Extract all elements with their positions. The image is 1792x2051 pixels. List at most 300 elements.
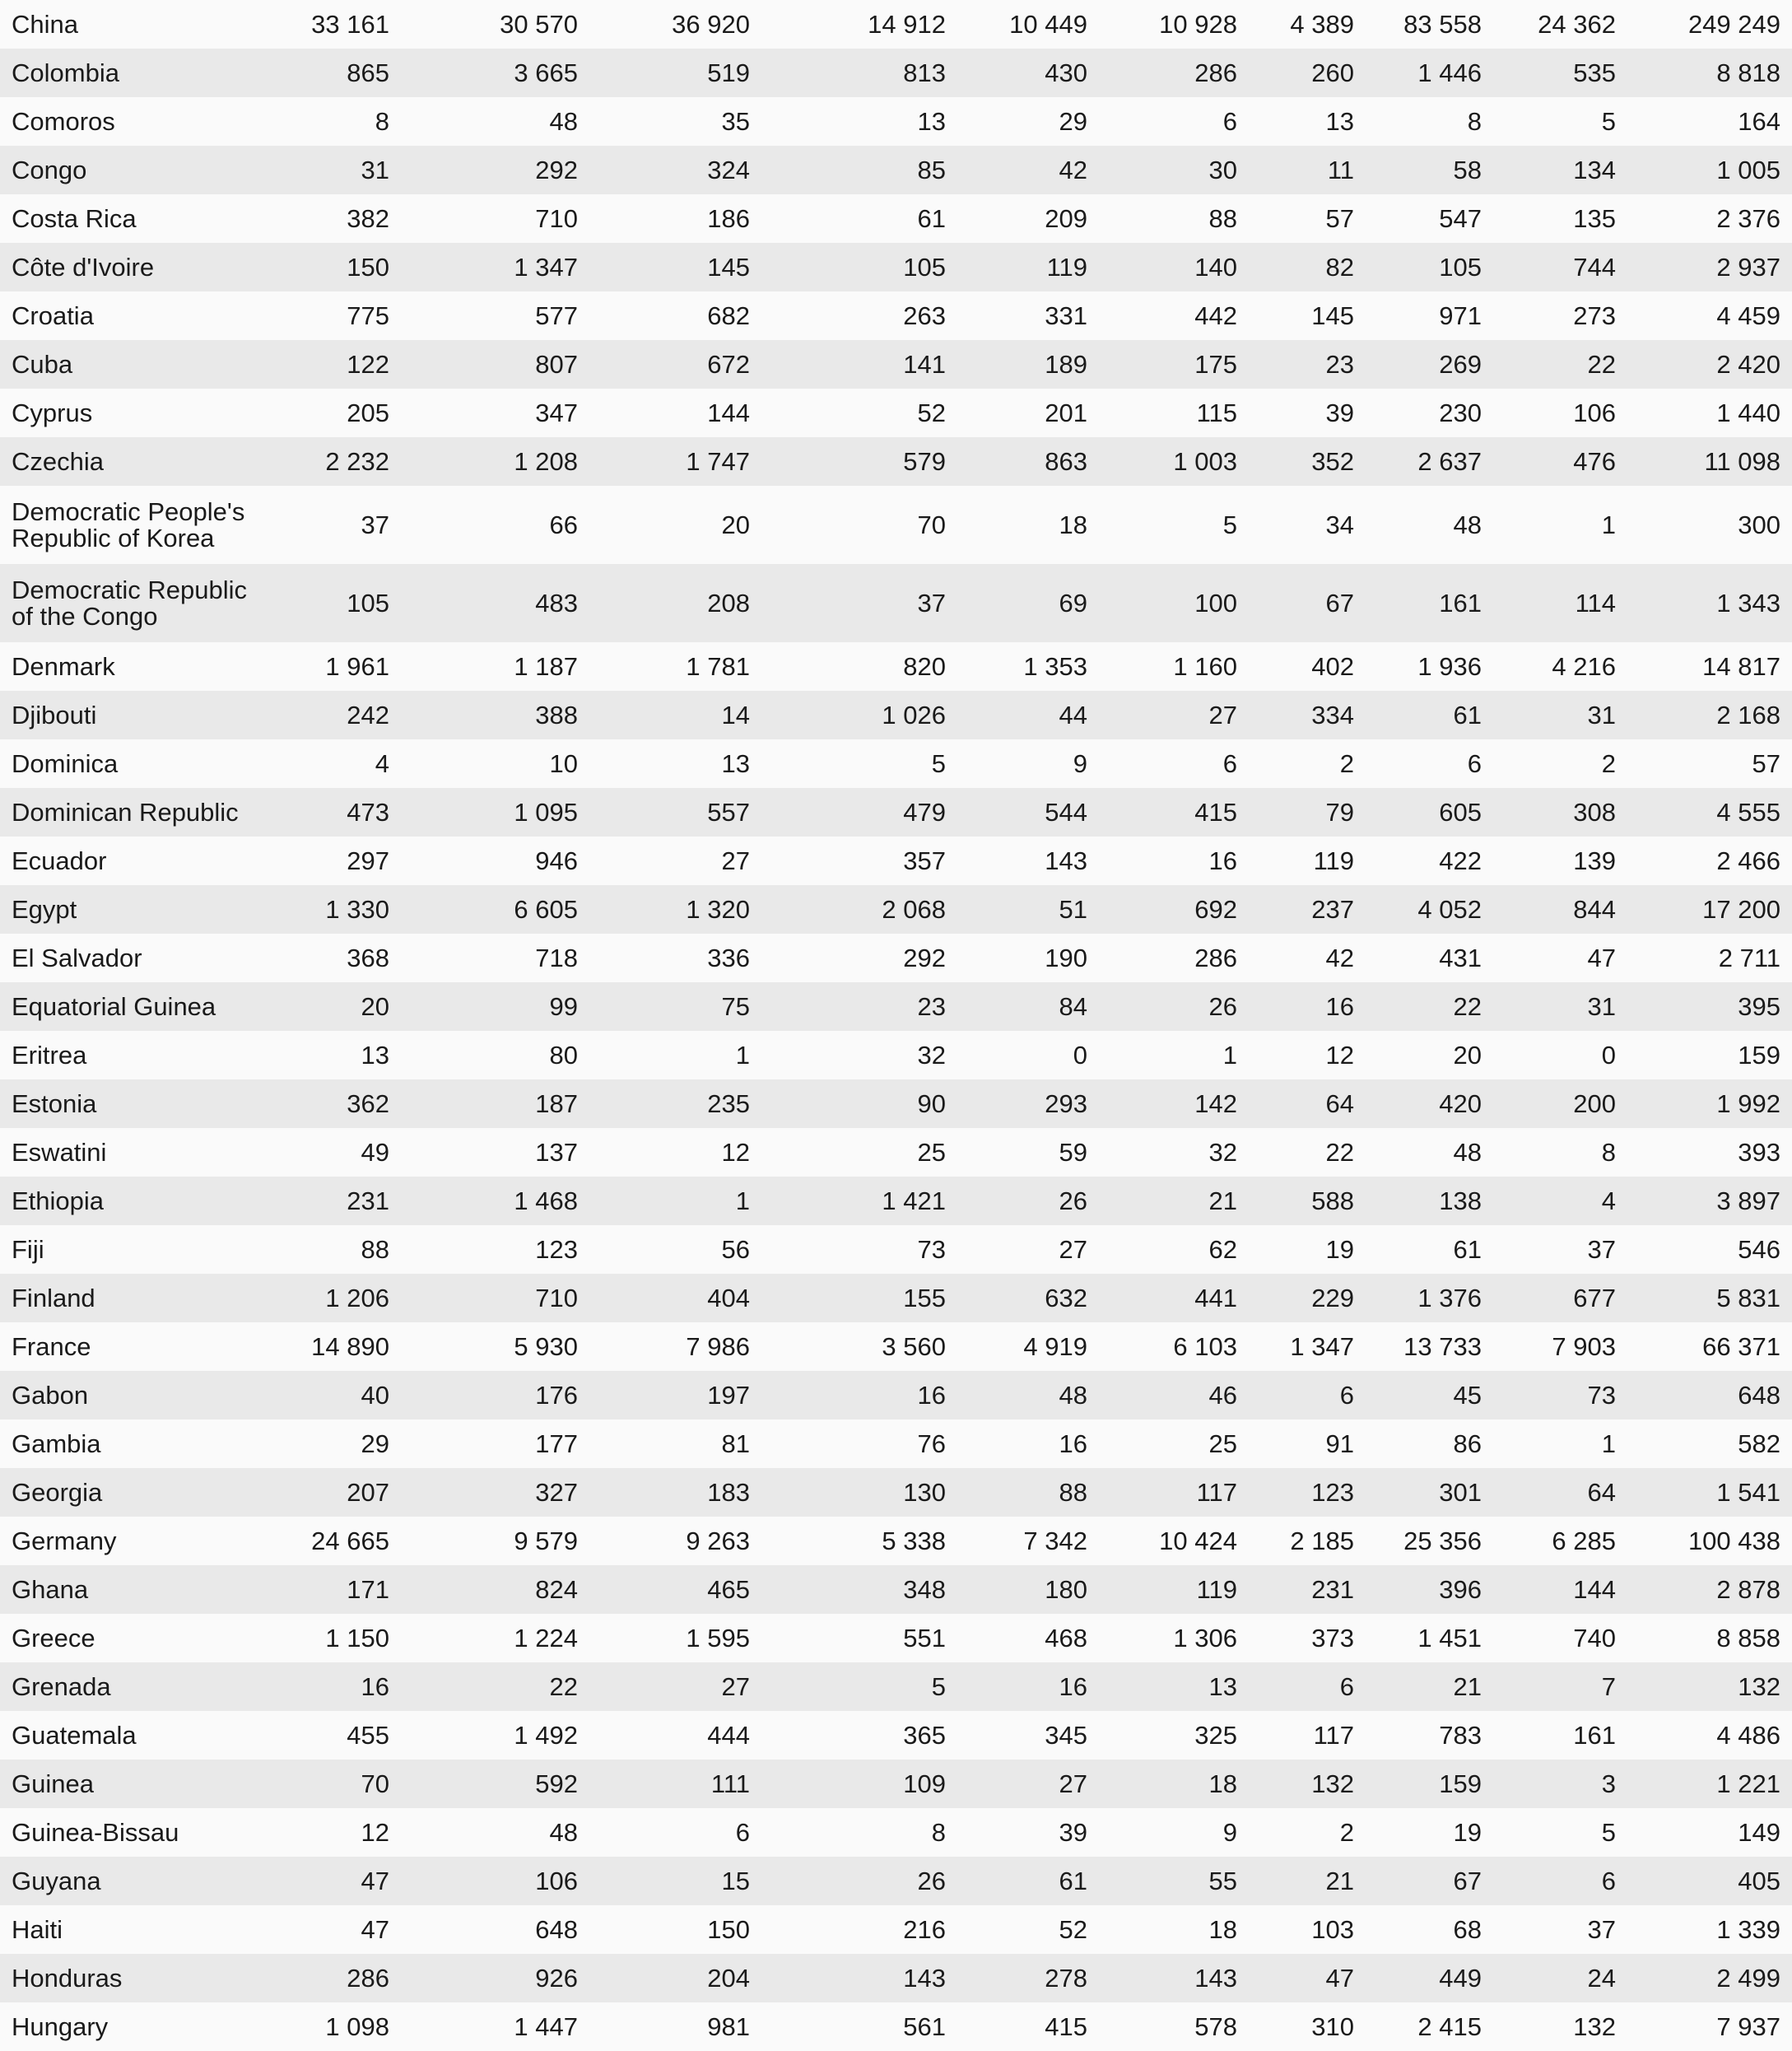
value-cell-col-1: 105 [347, 588, 389, 618]
value-cell-col-4: 5 338 [882, 1526, 946, 1555]
value-cell-col-3: 186 [707, 203, 750, 233]
value-cell-col-6: 18 [1208, 1914, 1237, 1944]
value-cell-col-3: 15 [721, 1866, 750, 1895]
value-cell-col-4: 357 [903, 846, 946, 875]
value-cell-col-3: 235 [707, 1088, 750, 1118]
value-cell-col-2: 137 [535, 1137, 578, 1167]
value-cell-col-1: 150 [347, 252, 389, 282]
value-cell-col-1: 1 330 [325, 894, 389, 924]
value-cell-col-4: 3 560 [882, 1331, 946, 1361]
value-cell-col-5: 278 [1045, 1963, 1087, 1993]
value-cell-col-7: 229 [1311, 1283, 1354, 1312]
value-cell-col-2: 22 [549, 1671, 578, 1701]
value-cell-col-6: 140 [1194, 252, 1237, 282]
country-name-cell: Gambia [12, 1429, 101, 1458]
value-cell-col-3: 208 [707, 588, 750, 618]
value-cell-col-2: 123 [535, 1234, 578, 1264]
value-cell-col-2: 1 347 [514, 252, 578, 282]
value-cell-col-3: 7 986 [686, 1331, 750, 1361]
value-cell-col-7: 1 347 [1290, 1331, 1354, 1361]
value-cell-col-8: 420 [1439, 1088, 1482, 1118]
value-cell-col-7: 145 [1311, 301, 1354, 330]
value-cell-col-2: 9 579 [514, 1526, 578, 1555]
value-cell-col-1: 775 [347, 301, 389, 330]
value-cell-col-5: 201 [1045, 398, 1087, 427]
value-cell-col-7: 103 [1311, 1914, 1354, 1944]
value-cell-col-2: 99 [549, 991, 578, 1021]
value-cell-col-3: 672 [707, 349, 750, 379]
value-cell-col-5: 345 [1045, 1720, 1087, 1750]
table-row [0, 1468, 1792, 1517]
value-cell-col-9: 308 [1573, 797, 1616, 827]
country-name-cell: Guinea [12, 1769, 94, 1798]
value-cell-col-2: 718 [535, 943, 578, 972]
country-name-cell: Greece [12, 1623, 95, 1652]
value-cell-col-10: 2 466 [1716, 846, 1780, 875]
value-cell-col-9: 6 285 [1552, 1526, 1616, 1555]
value-cell-col-5: 16 [1059, 1429, 1087, 1458]
value-cell-col-1: 473 [347, 797, 389, 827]
value-cell-col-8: 20 [1453, 1040, 1482, 1070]
value-cell-col-4: 5 [931, 1671, 946, 1701]
value-cell-col-5: 1 353 [1023, 651, 1087, 681]
value-cell-col-5: 18 [1059, 510, 1087, 539]
value-cell-col-7: 123 [1311, 1477, 1354, 1507]
value-cell-col-1: 14 890 [311, 1331, 389, 1361]
value-cell-col-2: 1 095 [514, 797, 578, 827]
value-cell-col-1: 33 161 [311, 9, 389, 39]
value-cell-col-9: 2 [1601, 748, 1616, 778]
value-cell-col-10: 300 [1738, 510, 1780, 539]
value-cell-col-1: 29 [361, 1429, 389, 1458]
value-cell-col-10: 249 249 [1687, 9, 1780, 39]
value-cell-col-9: 4 216 [1552, 651, 1616, 681]
value-cell-col-4: 23 [917, 991, 946, 1021]
value-cell-col-8: 1 451 [1417, 1623, 1482, 1652]
value-cell-col-6: 9 [1222, 1817, 1237, 1847]
value-cell-col-3: 9 263 [686, 1526, 750, 1555]
value-cell-col-6: 175 [1194, 349, 1237, 379]
value-cell-col-7: 260 [1311, 58, 1354, 87]
value-cell-col-10: 5 831 [1716, 1283, 1780, 1312]
value-cell-col-5: 42 [1059, 155, 1087, 184]
value-cell-col-1: 205 [347, 398, 389, 427]
value-cell-col-8: 159 [1439, 1769, 1482, 1798]
value-cell-col-3: 27 [721, 846, 750, 875]
value-cell-col-9: 37 [1587, 1914, 1616, 1944]
value-cell-col-10: 1 440 [1716, 398, 1780, 427]
value-cell-col-7: 373 [1311, 1623, 1354, 1652]
value-cell-col-9: 135 [1573, 203, 1616, 233]
table-row [0, 1760, 1792, 1808]
country-name-cell: Estonia [12, 1088, 97, 1118]
value-cell-col-4: 52 [917, 398, 946, 427]
value-cell-col-7: 132 [1311, 1769, 1354, 1798]
value-cell-col-8: 547 [1439, 203, 1482, 233]
country-name-cell: Ghana [12, 1574, 89, 1604]
value-cell-col-7: 119 [1313, 846, 1354, 875]
value-cell-col-4: 85 [917, 155, 946, 184]
value-cell-col-10: 546 [1738, 1234, 1780, 1264]
value-cell-col-1: 865 [347, 58, 389, 87]
value-cell-col-3: 1 320 [686, 894, 750, 924]
value-cell-col-7: 334 [1311, 700, 1354, 730]
value-cell-col-10: 648 [1738, 1380, 1780, 1410]
value-cell-col-1: 31 [361, 155, 389, 184]
value-cell-col-9: 0 [1601, 1040, 1616, 1070]
value-cell-col-1: 8 [375, 106, 389, 136]
value-cell-col-4: 2 068 [882, 894, 946, 924]
value-cell-col-8: 605 [1439, 797, 1482, 827]
value-cell-col-1: 297 [347, 846, 389, 875]
country-name-cell: Eritrea [12, 1040, 87, 1070]
value-cell-col-4: 26 [917, 1866, 946, 1895]
value-cell-col-1: 37 [361, 510, 389, 539]
value-cell-col-9: 47 [1587, 943, 1616, 972]
value-cell-col-10: 582 [1738, 1429, 1780, 1458]
table-row [0, 1322, 1792, 1371]
value-cell-col-3: 324 [707, 155, 750, 184]
value-cell-col-10: 1 992 [1716, 1088, 1780, 1118]
value-cell-col-10: 2 499 [1716, 1963, 1780, 1993]
value-cell-col-3: 1 781 [686, 651, 750, 681]
value-cell-col-8: 269 [1439, 349, 1482, 379]
value-cell-col-5: 415 [1045, 2011, 1087, 2041]
value-cell-col-4: 76 [917, 1429, 946, 1458]
value-cell-col-7: 47 [1325, 1963, 1354, 1993]
value-cell-col-1: 1 098 [325, 2011, 389, 2041]
value-cell-col-4: 216 [903, 1914, 946, 1944]
value-cell-col-7: 588 [1311, 1186, 1354, 1215]
value-cell-col-5: 52 [1059, 1914, 1087, 1944]
country-name-cell: Cyprus [12, 398, 93, 427]
table-row [0, 1565, 1792, 1614]
value-cell-col-10: 1 005 [1716, 155, 1780, 184]
value-cell-col-7: 79 [1325, 797, 1354, 827]
value-cell-col-2: 327 [535, 1477, 578, 1507]
country-name-cell: Dominican Republic [12, 797, 239, 827]
table-row [0, 1225, 1792, 1274]
value-cell-col-10: 66 371 [1702, 1331, 1780, 1361]
value-cell-col-10: 2 711 [1718, 943, 1780, 972]
value-cell-col-4: 155 [903, 1283, 946, 1312]
value-cell-col-5: 544 [1045, 797, 1087, 827]
value-cell-col-3: 1 [735, 1040, 750, 1070]
value-cell-col-5: 51 [1059, 894, 1087, 924]
country-name-cell: Fiji [12, 1234, 44, 1264]
value-cell-col-7: 2 [1339, 1817, 1354, 1847]
value-cell-col-2: 577 [535, 301, 578, 330]
country-name-cell: Gabon [12, 1380, 89, 1410]
value-cell-col-1: 49 [361, 1137, 389, 1167]
country-name-cell: Eswatini [12, 1137, 107, 1167]
value-cell-col-4: 263 [903, 301, 946, 330]
country-name-cell: Cuba [12, 349, 73, 379]
value-cell-col-9: 114 [1575, 588, 1616, 618]
value-cell-col-1: 455 [347, 1720, 389, 1750]
value-cell-col-3: 204 [707, 1963, 750, 1993]
value-cell-col-7: 16 [1325, 991, 1354, 1021]
value-cell-col-9: 1 [1601, 510, 1616, 539]
table-row [0, 1905, 1792, 1954]
table-row [0, 982, 1792, 1031]
value-cell-col-6: 1 306 [1173, 1623, 1237, 1652]
value-cell-col-1: 231 [347, 1186, 389, 1215]
value-cell-col-7: 64 [1325, 1088, 1354, 1118]
value-cell-col-5: 468 [1045, 1623, 1087, 1652]
value-cell-col-1: 20 [361, 991, 389, 1021]
country-name-cell: France [12, 1331, 91, 1361]
value-cell-col-3: 6 [735, 1817, 750, 1847]
value-cell-col-2: 710 [535, 1283, 578, 1312]
value-cell-col-6: 441 [1194, 1283, 1237, 1312]
table-row [0, 934, 1792, 982]
value-cell-col-7: 352 [1311, 446, 1354, 476]
value-cell-col-1: 47 [361, 1914, 389, 1944]
value-cell-col-9: 132 [1573, 2011, 1616, 2041]
value-cell-col-5: 190 [1045, 943, 1087, 972]
value-cell-col-6: 286 [1194, 943, 1237, 972]
value-cell-col-10: 17 200 [1702, 894, 1780, 924]
value-cell-col-4: 5 [931, 748, 946, 778]
value-cell-col-7: 237 [1311, 894, 1354, 924]
value-cell-col-5: 27 [1059, 1769, 1087, 1798]
country-name-cell: Côte d'Ivoire [12, 252, 155, 282]
value-cell-col-1: 2 232 [325, 446, 389, 476]
value-cell-col-4: 109 [903, 1769, 946, 1798]
value-cell-col-1: 12 [361, 1817, 389, 1847]
value-cell-col-9: 7 903 [1552, 1331, 1616, 1361]
country-name-cell: Grenada [12, 1671, 111, 1701]
value-cell-col-1: 88 [361, 1234, 389, 1264]
value-cell-col-1: 24 665 [311, 1526, 389, 1555]
value-cell-col-10: 7 937 [1716, 2011, 1780, 2041]
value-cell-col-9: 1 [1601, 1429, 1616, 1458]
value-cell-col-1: 122 [347, 349, 389, 379]
value-cell-col-10: 1 339 [1716, 1914, 1780, 1944]
value-cell-col-2: 1 492 [514, 1720, 578, 1750]
value-cell-col-9: 7 [1601, 1671, 1616, 1701]
value-cell-col-8: 61 [1453, 700, 1482, 730]
value-cell-col-3: 444 [707, 1720, 750, 1750]
table-row [0, 1177, 1792, 1225]
country-name-cell: Guinea-Bissau [12, 1817, 179, 1847]
value-cell-col-10: 159 [1738, 1040, 1780, 1070]
value-cell-col-7: 13 [1325, 106, 1354, 136]
value-cell-col-6: 18 [1208, 1769, 1237, 1798]
table-row [0, 885, 1792, 934]
country-name-cell: Guatemala [12, 1720, 137, 1750]
table-row [0, 97, 1792, 146]
table-row [0, 1954, 1792, 2002]
value-cell-col-2: 710 [535, 203, 578, 233]
table-row [0, 788, 1792, 837]
value-cell-col-5: 16 [1059, 1671, 1087, 1701]
value-cell-col-8: 67 [1453, 1866, 1482, 1895]
value-cell-col-9: 31 [1587, 700, 1616, 730]
value-cell-col-8: 45 [1453, 1380, 1482, 1410]
country-name-cell: Comoros [12, 106, 115, 136]
value-cell-col-5: 27 [1059, 1234, 1087, 1264]
value-cell-col-7: 6 [1339, 1380, 1354, 1410]
value-cell-col-8: 68 [1453, 1914, 1482, 1944]
country-name-cell: Colombia [12, 58, 119, 87]
value-cell-col-3: 13 [721, 748, 750, 778]
value-cell-col-3: 336 [707, 943, 750, 972]
value-cell-col-1: 368 [347, 943, 389, 972]
value-cell-col-3: 145 [707, 252, 750, 282]
value-cell-col-5: 69 [1059, 588, 1087, 618]
value-cell-col-5: 189 [1045, 349, 1087, 379]
value-cell-col-6: 1 160 [1173, 651, 1237, 681]
country-name-cell: Honduras [12, 1963, 123, 1993]
value-cell-col-7: 34 [1325, 510, 1354, 539]
value-cell-col-2: 1 208 [514, 446, 578, 476]
value-cell-col-5: 180 [1045, 1574, 1087, 1604]
value-cell-col-4: 1 026 [882, 700, 946, 730]
value-cell-col-10: 2 878 [1716, 1574, 1780, 1604]
value-cell-col-7: 4 389 [1290, 9, 1354, 39]
value-cell-col-6: 692 [1194, 894, 1237, 924]
value-cell-col-1: 242 [347, 700, 389, 730]
table-row [0, 291, 1792, 340]
value-cell-col-2: 946 [535, 846, 578, 875]
value-cell-col-1: 4 [375, 748, 389, 778]
country-name-cell: Democratic Republic of the Congo [12, 575, 247, 631]
value-cell-col-7: 11 [1327, 155, 1354, 184]
value-cell-col-4: 365 [903, 1720, 946, 1750]
value-cell-col-2: 30 570 [500, 9, 578, 39]
value-cell-col-6: 6 [1222, 106, 1237, 136]
value-cell-col-8: 21 [1453, 1671, 1482, 1701]
value-cell-col-2: 80 [549, 1040, 578, 1070]
value-cell-col-10: 14 817 [1702, 651, 1780, 681]
value-cell-col-4: 141 [903, 349, 946, 379]
value-cell-col-6: 115 [1196, 398, 1237, 427]
value-cell-col-6: 578 [1194, 2011, 1237, 2041]
value-cell-col-3: 183 [707, 1477, 750, 1507]
value-cell-col-6: 21 [1208, 1186, 1237, 1215]
value-cell-col-8: 422 [1439, 846, 1482, 875]
value-cell-col-5: 59 [1059, 1137, 1087, 1167]
table-row [0, 1274, 1792, 1322]
value-cell-col-3: 20 [721, 510, 750, 539]
value-cell-col-2: 66 [549, 510, 578, 539]
value-cell-col-9: 844 [1573, 894, 1616, 924]
value-cell-col-6: 88 [1208, 203, 1237, 233]
value-cell-col-6: 26 [1208, 991, 1237, 1021]
table-row [0, 1662, 1792, 1711]
value-cell-col-6: 6 103 [1173, 1331, 1237, 1361]
table-row [0, 49, 1792, 97]
table-row [0, 243, 1792, 291]
value-cell-col-3: 35 [721, 106, 750, 136]
value-cell-col-3: 1 [735, 1186, 750, 1215]
value-cell-col-8: 138 [1439, 1186, 1482, 1215]
value-cell-col-3: 682 [707, 301, 750, 330]
value-cell-col-7: 57 [1325, 203, 1354, 233]
value-cell-col-10: 4 555 [1716, 797, 1780, 827]
value-cell-col-3: 519 [707, 58, 750, 87]
value-cell-col-3: 1 747 [686, 446, 750, 476]
country-name-cell: Guyana [12, 1866, 101, 1895]
value-cell-col-10: 1 541 [1716, 1477, 1780, 1507]
value-cell-col-5: 39 [1059, 1817, 1087, 1847]
value-cell-col-3: 12 [721, 1137, 750, 1167]
value-cell-col-8: 58 [1453, 155, 1482, 184]
value-cell-col-4: 61 [917, 203, 946, 233]
value-cell-col-9: 144 [1573, 1574, 1616, 1604]
table-row [0, 1371, 1792, 1419]
value-cell-col-7: 19 [1325, 1234, 1354, 1264]
value-cell-col-6: 5 [1222, 510, 1237, 539]
value-cell-col-6: 10 424 [1159, 1526, 1237, 1555]
value-cell-col-3: 144 [707, 398, 750, 427]
value-cell-col-1: 171 [347, 1574, 389, 1604]
value-cell-col-9: 744 [1573, 252, 1616, 282]
value-cell-col-3: 111 [710, 1769, 750, 1798]
value-cell-col-9: 31 [1587, 991, 1616, 1021]
value-cell-col-8: 971 [1439, 301, 1482, 330]
value-cell-col-8: 396 [1439, 1574, 1482, 1604]
value-cell-col-10: 2 168 [1716, 700, 1780, 730]
value-cell-col-4: 37 [917, 588, 946, 618]
value-cell-col-5: 84 [1059, 991, 1087, 1021]
value-cell-col-2: 807 [535, 349, 578, 379]
table-row [0, 486, 1792, 564]
value-cell-col-9: 24 [1587, 1963, 1616, 1993]
value-cell-col-5: 10 449 [1009, 9, 1087, 39]
value-cell-col-4: 25 [917, 1137, 946, 1167]
value-cell-col-2: 48 [549, 1817, 578, 1847]
value-cell-col-8: 431 [1439, 943, 1482, 972]
value-cell-col-8: 48 [1453, 510, 1482, 539]
value-cell-col-4: 90 [917, 1088, 946, 1118]
country-name-cell: Czechia [12, 446, 104, 476]
value-cell-col-6: 142 [1194, 1088, 1237, 1118]
value-cell-col-2: 1 224 [514, 1623, 578, 1652]
value-cell-col-6: 6 [1222, 748, 1237, 778]
value-cell-col-8: 783 [1439, 1720, 1482, 1750]
table-row [0, 564, 1792, 642]
value-cell-col-8: 1 936 [1417, 651, 1482, 681]
value-cell-col-9: 273 [1573, 301, 1616, 330]
value-cell-col-7: 21 [1325, 1866, 1354, 1895]
value-cell-col-2: 3 665 [514, 58, 578, 87]
value-cell-col-8: 4 052 [1417, 894, 1482, 924]
value-cell-col-9: 535 [1573, 58, 1616, 87]
value-cell-col-6: 55 [1208, 1866, 1237, 1895]
value-cell-col-4: 820 [903, 651, 946, 681]
value-cell-col-3: 197 [707, 1380, 750, 1410]
value-cell-col-1: 1 206 [325, 1283, 389, 1312]
value-cell-col-3: 75 [721, 991, 750, 1021]
value-cell-col-5: 88 [1059, 1477, 1087, 1507]
value-cell-col-8: 86 [1453, 1429, 1482, 1458]
country-name-cell: China [12, 9, 78, 39]
value-cell-col-9: 3 [1601, 1769, 1616, 1798]
value-cell-col-6: 30 [1208, 155, 1237, 184]
value-cell-col-5: 331 [1045, 301, 1087, 330]
value-cell-col-7: 231 [1311, 1574, 1354, 1604]
value-cell-col-3: 81 [721, 1429, 750, 1458]
value-cell-col-9: 106 [1573, 398, 1616, 427]
country-name-cell: Congo [12, 155, 87, 184]
value-cell-col-9: 161 [1573, 1720, 1616, 1750]
country-name-cell: Dominica [12, 748, 119, 778]
value-cell-col-10: 1 343 [1716, 588, 1780, 618]
value-cell-col-4: 348 [903, 1574, 946, 1604]
